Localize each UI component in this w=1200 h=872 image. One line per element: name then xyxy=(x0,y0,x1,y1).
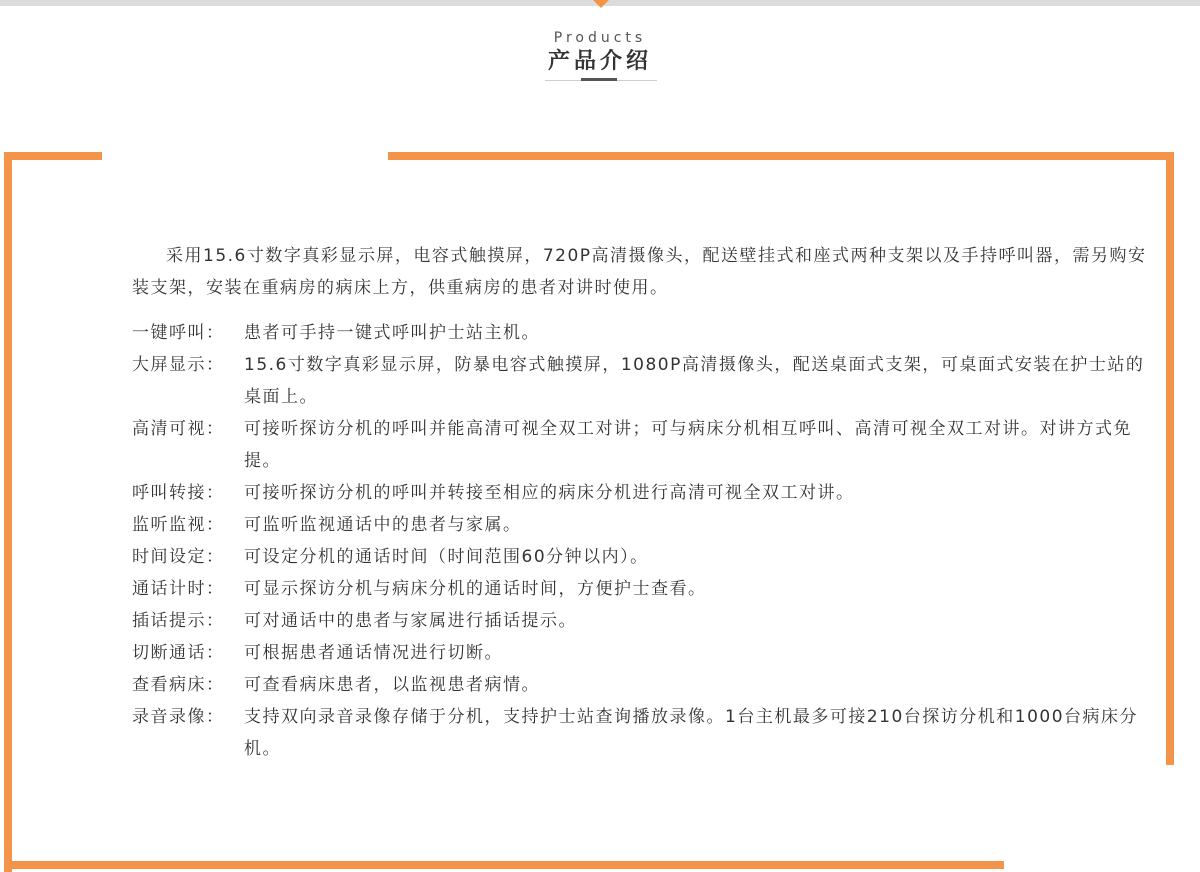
frame-top-left xyxy=(4,152,102,160)
feature-text: 可查看病床患者，以监视患者病情。 xyxy=(244,675,540,695)
feature-label: 监听监视： xyxy=(132,515,225,535)
feature-item xyxy=(132,605,1152,637)
feature-text: 可显示探访分机与病床分机的通话时间，方便护士查看。 xyxy=(244,579,707,599)
section-subtitle: Products xyxy=(553,30,647,46)
feature-item xyxy=(132,509,1152,541)
feature-item xyxy=(132,573,1152,605)
feature-text: 患者可手持一键式呼叫护士站主机。 xyxy=(244,323,540,343)
feature-item xyxy=(132,669,1152,701)
feature-item xyxy=(132,477,1152,509)
feature-label: 高清可视： xyxy=(132,419,225,439)
feature-text: 可接听探访分机的呼叫并能高清可视全双工对讲；可与病床分机相互呼叫、高清可视全双工对讲。对讲方式免提。 xyxy=(244,419,1132,471)
feature-item xyxy=(132,413,1152,477)
feature-item xyxy=(132,637,1152,669)
feature-label: 查看病床： xyxy=(132,675,225,695)
feature-label: 时间设定： xyxy=(132,547,225,567)
feature-label: 插话提示： xyxy=(132,611,225,631)
feature-item xyxy=(132,317,1152,349)
feature-text: 可设定分机的通话时间（时间范围60分钟以内）。 xyxy=(244,547,649,567)
title-underline xyxy=(581,78,617,81)
feature-text: 支持双向录音录像存储于分机，支持护士站查询播放录像。1台主机最多可接210台探访分机和1000台病床分机。 xyxy=(244,707,1139,759)
product-description xyxy=(132,240,1152,765)
feature-label: 录音录像： xyxy=(132,707,225,727)
section-title: 产品介绍 xyxy=(547,49,652,74)
feature-label: 通话计时： xyxy=(132,579,225,599)
feature-text: 可监听监视通话中的患者与家属。 xyxy=(244,515,522,535)
feature-text: 可对通话中的患者与家属进行插话提示。 xyxy=(244,611,577,631)
frame-bottom xyxy=(4,861,1004,869)
down-arrow-icon xyxy=(593,0,609,8)
feature-label: 切断通话： xyxy=(132,643,225,663)
feature-label: 呼叫转接： xyxy=(132,483,225,503)
feature-item xyxy=(132,541,1152,573)
feature-label: 大屏显示： xyxy=(132,355,225,375)
feature-text: 可根据患者通话情况进行切断。 xyxy=(244,643,503,663)
frame-left xyxy=(4,152,12,872)
intro-paragraph: 采用15.6寸数字真彩显示屏，电容式触摸屏，720P高清摄像头，配送壁挂式和座式两种支架以及手持呼叫器，需另购安装支架，安装在重病房的病床上方，供重病房的患者对讲时使用。 xyxy=(132,246,1147,298)
frame-right xyxy=(1166,152,1174,765)
feature-item xyxy=(132,349,1152,413)
feature-label: 一键呼叫： xyxy=(132,323,225,343)
feature-text: 15.6寸数字真彩显示屏，防暴电容式触摸屏，1080P高清摄像头，配送桌面式支架，可桌面式安装在护士站的桌面上。 xyxy=(244,355,1145,407)
feature-item xyxy=(132,701,1152,765)
frame-top-right xyxy=(388,152,1174,160)
feature-text: 可接听探访分机的呼叫并转接至相应的病床分机进行高清可视全双工对讲。 xyxy=(244,483,855,503)
